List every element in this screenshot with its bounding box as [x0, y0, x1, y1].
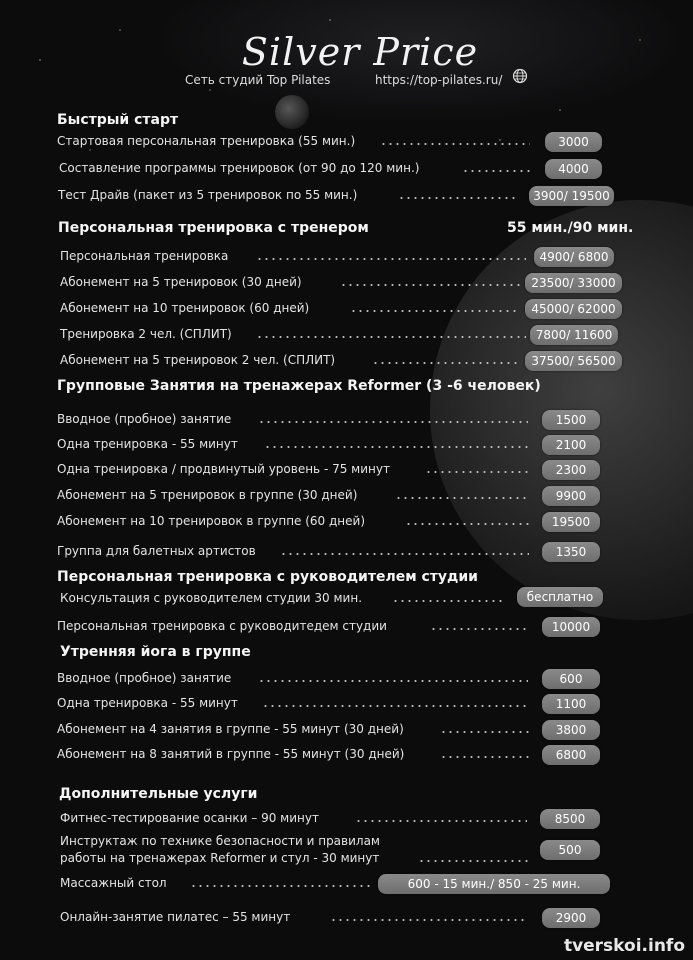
price-row: [0, 809, 693, 831]
service-label: Персональная тренировка с руководитедем студии: [57, 619, 387, 633]
price-badge: 1500: [542, 410, 600, 430]
price-badge: 2900: [542, 908, 600, 928]
dot-leader: [330, 919, 528, 921]
price-row: [0, 669, 693, 691]
price-badge: 2100: [542, 435, 600, 455]
price-row: [0, 460, 693, 482]
dot-leader: [398, 197, 518, 199]
dot-leader: [258, 680, 528, 682]
dot-leader: [418, 860, 528, 862]
service-label: Группа для балетных артистов: [57, 544, 256, 558]
price-row: [0, 617, 693, 639]
dot-leader: [256, 258, 526, 260]
dot-leader: [380, 143, 530, 145]
price-row: [0, 132, 693, 154]
dot-leader: [350, 310, 520, 312]
service-label: Составление программы тренировок (от 90 до 120 мин.): [59, 161, 420, 175]
service-label: Абонемент на 10 тренировок в группе (60 дней): [57, 514, 366, 528]
dot-leader: [392, 600, 504, 602]
service-label: Абонемент на 5 тренировок (30 дней): [60, 275, 302, 289]
service-label: Абонемент на 5 тренировок в группе (30 дней): [57, 488, 358, 502]
service-label: Абонемент на 4 занятия в группе - 55 минут (30 дней): [57, 722, 404, 736]
price-badge: 1350: [542, 542, 600, 562]
section-title-personal-training: Персональная тренировка с тренером: [58, 220, 369, 236]
price-badge: 500: [540, 840, 600, 860]
service-label: Консультация с руководителем студии 30 мин.: [60, 591, 363, 605]
price-row: [0, 908, 693, 930]
price-badge: 1100: [542, 694, 600, 714]
service-label: Персональная тренировка: [60, 249, 229, 263]
dot-leader: [440, 756, 530, 758]
service-label: Одна тренировка / продвинутый уровень - 75 минут: [57, 462, 390, 476]
dot-leader: [258, 421, 528, 423]
price-badge: 7800/ 11600: [530, 325, 618, 345]
price-row: [0, 587, 693, 609]
price-row: [0, 435, 693, 457]
price-badge: 45000/ 62000: [525, 299, 622, 319]
header: [0, 20, 693, 100]
dot-leader: [264, 446, 529, 448]
price-badge: 600: [542, 669, 600, 689]
service-label-continued: работы на тренажерах Reformer и стул - 30 минут: [60, 851, 380, 865]
service-label: Тест Драйв (пакет из 5 тренировок по 55 мин.): [58, 188, 358, 202]
dot-leader: [190, 885, 370, 887]
dot-leader: [340, 284, 520, 286]
price-badge: 600 - 15 мин./ 850 - 25 мин.: [378, 874, 610, 894]
price-row: [0, 410, 693, 432]
section-title-studio-director: Персональная тренировка с руководителем студии: [57, 569, 478, 585]
website-link[interactable]: https://top-pilates.ru/: [375, 73, 503, 87]
service-label: Одна тренировка - 55 минут: [57, 437, 238, 451]
price-badge: 4000: [545, 159, 602, 179]
price-row: [0, 874, 693, 896]
service-label: Вводное (пробное) занятие: [57, 671, 232, 685]
price-row: [0, 186, 693, 208]
price-badge: 3800: [542, 720, 600, 740]
dot-leader: [440, 731, 530, 733]
price-row: [0, 745, 693, 767]
price-row: [0, 720, 693, 742]
dot-leader: [430, 628, 528, 630]
price-row: [0, 486, 693, 508]
duration-column-header: 55 мин./90 мин.: [507, 220, 634, 236]
service-label: Абонемент на 5 тренировок 2 чел. (СПЛИТ): [60, 353, 336, 367]
dot-leader: [395, 497, 529, 499]
service-label: Фитнес-тестирование осанки – 90 минут: [60, 811, 319, 825]
dot-leader: [462, 170, 532, 172]
dot-leader: [355, 820, 527, 822]
globe-icon: [512, 68, 528, 84]
price-badge: 9900: [542, 486, 600, 506]
section-title-quick-start: Быстрый старт: [57, 112, 179, 128]
dot-leader: [405, 523, 529, 525]
price-badge: 4900/ 6800: [534, 247, 614, 267]
service-label: Абонемент на 8 занятий в группе - 55 минут (30 дней): [57, 747, 405, 761]
service-label: Тренировка 2 чел. (СПЛИТ): [60, 327, 232, 341]
price-row: [0, 325, 693, 347]
dot-leader: [262, 705, 528, 707]
service-label: Массажный стол: [60, 876, 167, 890]
service-label: Абонемент на 10 тренировок (60 дней): [60, 301, 310, 315]
section-title-additional-services: Дополнительные услуги: [59, 786, 258, 802]
price-row: [0, 273, 693, 295]
price-badge: 37500/ 56500: [525, 351, 622, 371]
service-label: Одна тренировка - 55 минут: [57, 696, 238, 710]
price-row: [0, 247, 693, 269]
price-row: [0, 299, 693, 321]
price-badge: 10000: [542, 617, 600, 637]
price-badge: 3900/ 19500: [529, 186, 614, 206]
price-badge: 2300: [542, 460, 600, 480]
price-badge: бесплатно: [517, 587, 603, 607]
dot-leader: [256, 336, 526, 338]
brand-title: Silver Price: [241, 30, 479, 74]
service-label: Онлайн-занятие пилатес – 55 минут: [60, 910, 291, 924]
price-row: [0, 351, 693, 373]
service-label: Вводное (пробное) занятие: [57, 412, 232, 426]
dot-leader: [372, 362, 520, 364]
price-row: [0, 542, 693, 564]
service-label: Стартовая персональная тренировка (55 мин.): [57, 134, 356, 148]
price-row: [0, 832, 693, 872]
watermark: tverskoi.info: [563, 936, 685, 956]
section-title-morning-yoga: Утренняя йога в группе: [60, 644, 251, 660]
price-row: [0, 159, 693, 181]
moon-decoration: [275, 95, 309, 129]
price-badge: 3000: [545, 132, 602, 152]
price-badge: 8500: [540, 809, 600, 829]
dot-leader: [425, 471, 529, 473]
price-badge: 19500: [542, 512, 600, 532]
service-label: Инструктаж по технике безопасности и правилам: [60, 834, 380, 848]
dot-leader: [280, 553, 529, 555]
price-badge: 6800: [542, 745, 600, 765]
price-row: [0, 512, 693, 534]
studio-network-label: Сеть студий Top Pilates: [185, 73, 331, 87]
price-badge: 23500/ 33000: [525, 273, 622, 293]
price-row: [0, 694, 693, 716]
section-title-group-reformer: Групповые Занятия на тренажерах Reformer (3 -6 человек): [57, 378, 541, 394]
